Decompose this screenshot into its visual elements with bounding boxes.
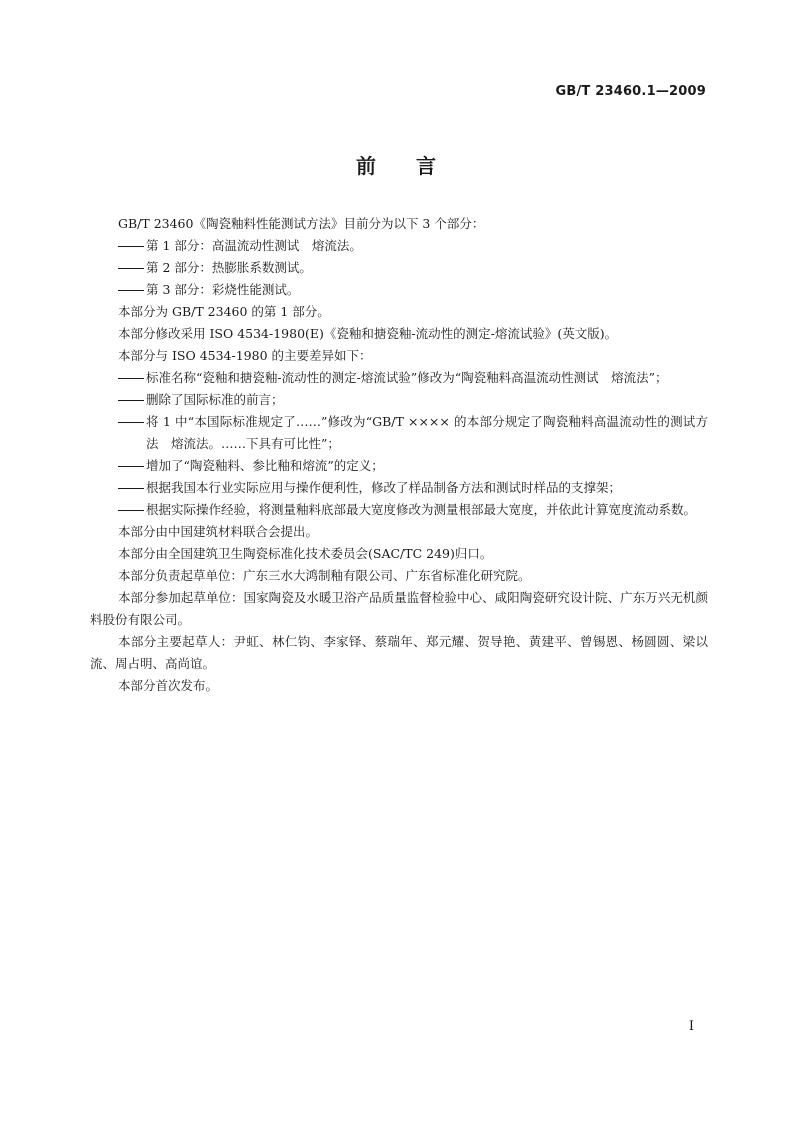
title-char-1: 前	[356, 154, 378, 178]
paragraph-proposer: 本部分由中国建筑材料联合会提出。	[118, 524, 319, 539]
paragraph-first-release: 本部分首次发布。	[118, 678, 219, 693]
paragraph-differences-intro: 本部分与 ISO 4534-1980 的主要差异如下：	[118, 348, 372, 363]
paragraph-drafting-unit: 本部分负责起草单位：广东三水大鸿制釉有限公司、广东省标准化研究院。	[118, 568, 531, 583]
paragraph-participating-units: 本部分参加起草单位：国家陶瓷及水暖卫浴产品质量监督检验中心、咸阳陶瓷研究设计院、广东万兴无机颜料股份有限公司。	[90, 590, 708, 627]
list-item-difference-5: 根据我国本行业实际应用与操作便利性，修改了样品制备方法和测试时样品的支撑架；	[90, 477, 708, 499]
list-item-part-3: 第 3 部分：彩烧性能测试。	[90, 279, 708, 301]
paragraph-this-part: 本部分为 GB/T 23460 的第 1 部分。	[118, 304, 330, 319]
paragraph-drafters: 本部分主要起草人：尹虹、林仁钧、李家铎、蔡瑞年、郑元耀、贺导艳、黄建平、曾锡恩、杨圆圆、梁以流、周占明、高尚谊。	[90, 634, 708, 671]
page-number: I	[688, 1019, 694, 1034]
title-char-2: 言	[416, 154, 438, 178]
paragraph-adoption: 本部分修改采用 ISO 4534-1980(E)《瓷釉和搪瓷釉-流动性的测定-熔流试验》(英文版)。	[118, 326, 618, 341]
list-item-difference-2: 删除了国际标准的前言；	[90, 389, 708, 411]
list-item-difference-6: 根据实际操作经验，将测量釉料底部最大宽度修改为测量根部最大宽度，并依此计算宽度流动系数。	[90, 499, 708, 521]
foreword-body	[90, 213, 708, 697]
page-title	[0, 150, 794, 179]
standard-number: GB/T 23460.1—2009	[555, 84, 706, 99]
list-item-difference-3: 将 1 中“本国际标准规定了……”修改为“GB/T ×××× 的本部分规定了陶瓷釉料高温流动性的测试方法 熔流法。……下具有可比性”；	[90, 411, 708, 455]
list-item-part-1: 第 1 部分：高温流动性测试 熔流法。	[90, 235, 708, 257]
list-item-difference-4: 增加了“陶瓷釉料、参比釉和熔流”的定义；	[90, 455, 708, 477]
list-item-difference-1: 标准名称“瓷釉和搪瓷釉-流动性的测定-熔流试验”修改为“陶瓷釉料高温流动性测试 熔流法”；	[90, 367, 708, 389]
paragraph-committee: 本部分由全国建筑卫生陶瓷标准化技术委员会(SAC/TC 249)归口。	[118, 546, 493, 561]
list-item-part-2: 第 2 部分：热膨胀系数测试。	[90, 257, 708, 279]
paragraph-parts-intro: GB/T 23460《陶瓷釉料性能测试方法》目前分为以下 3 个部分：	[118, 216, 485, 231]
